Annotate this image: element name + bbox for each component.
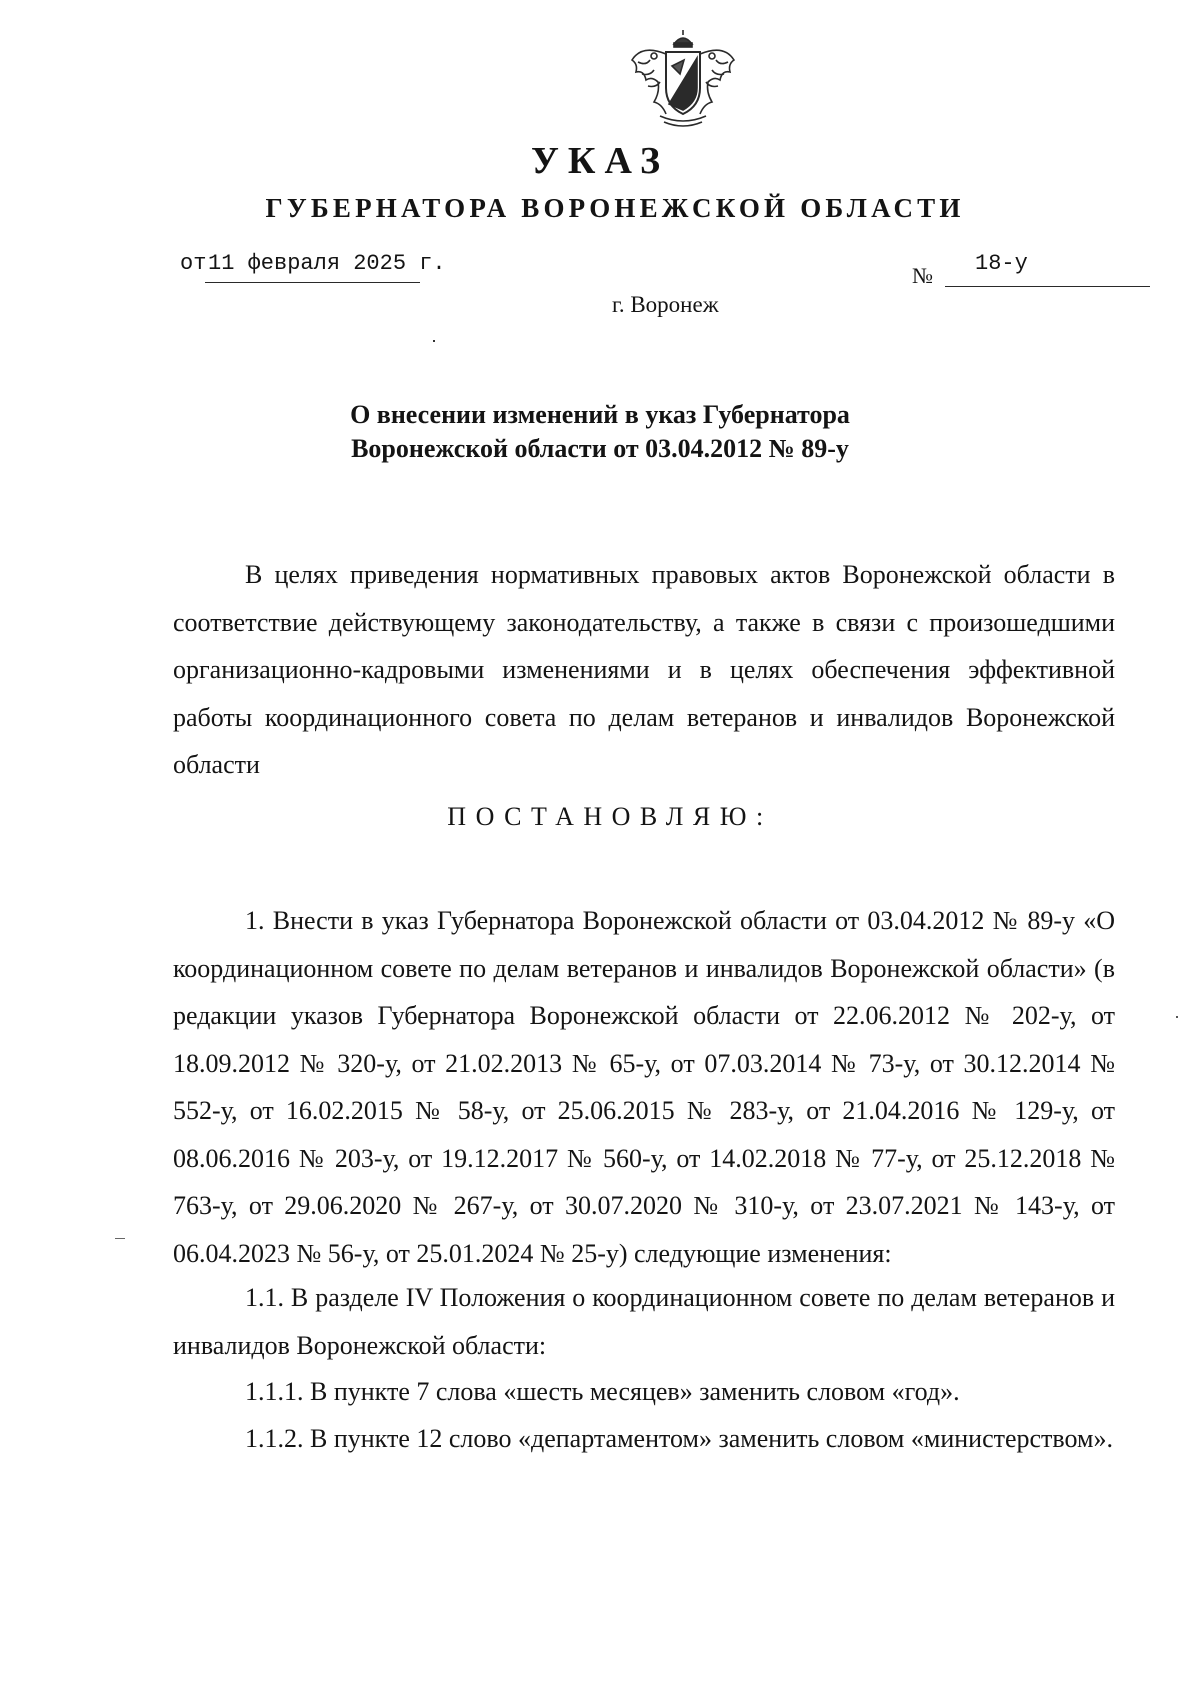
document-title: УКАЗ xyxy=(531,140,669,182)
number-underline xyxy=(945,286,1150,287)
document-date: 11 февраля 2025 г. xyxy=(208,251,446,276)
subject-line-2: Воронежской области от 03.04.2012 № 89-у xyxy=(351,434,849,463)
scan-speck xyxy=(433,340,435,342)
resolve-heading: ПОСТАНОВЛЯЮ: xyxy=(447,802,773,831)
coat-of-arms-icon xyxy=(624,30,742,130)
number-sign: № xyxy=(912,263,933,288)
item-1-paragraph: 1. Внести в указ Губернатора Воронежской области от 03.04.2012 № 89-у «О координационном совете по делам ветеранов и инвалидов Воронежской области» (в редакции указов Губернатора Воронежской области от 22.06.2012 № 202-у, от 18.09.2012 № 320-у, от 21.02.2013 № 65-у, от 07.03.2014 № 73-у, от 30.12.2014 № 552-у, от 16.02.2015 № 58-у, от 25.06.2015 № 283-у, от 21.04.2016 № 129-у, от 08.06.2016 № 203-у, от 19.12.2017 № 560-у, от 14.02.2018 № 77-у, от 25.12.2018 № 763-у, от 29.06.2020 № 267-у, от 30.07.2020 № 310-у, от 23.07.2021 № 143-у, от 06.04.2023 № 56-у, от 25.01.2024 № 25-у) следующие изменения: xyxy=(173,906,1115,1268)
preamble-paragraph: В целях приведения нормативных правовых актов Воронежской области в соответствие действующему законодательству, а также в связи с произошедшими организационно-кадровыми изменениями и в целях обеспечения эффективной работы координационного совета по делам ветеранов и инвалидов Воронежской области xyxy=(173,560,1115,779)
item-1-1-2-paragraph: 1.1.2. В пункте 12 слово «департаментом» заменить словом «министерством». xyxy=(245,1424,1113,1453)
subject-line-1: О внесении изменений в указ Губернатора xyxy=(350,400,850,429)
document-number: 18-у xyxy=(975,251,1028,276)
issuing-authority: ГУБЕРНАТОРА ВОРОНЕЖСКОЙ ОБЛАСТИ xyxy=(265,193,965,223)
margin-mark xyxy=(115,1238,125,1239)
item-1-1-1-paragraph: 1.1.1. В пункте 7 слова «шесть месяцев» заменить словом «год». xyxy=(245,1377,960,1406)
scan-speck xyxy=(1176,1016,1178,1026)
item-1-1-paragraph: 1.1. В разделе IV Положения о координационном совете по делам ветеранов и инвалидов Воронежской области: xyxy=(173,1283,1115,1360)
date-prefix: от xyxy=(180,251,207,276)
document-place: г. Воронеж xyxy=(612,292,719,317)
document-subject xyxy=(0,398,1200,466)
date-underline xyxy=(205,282,420,283)
